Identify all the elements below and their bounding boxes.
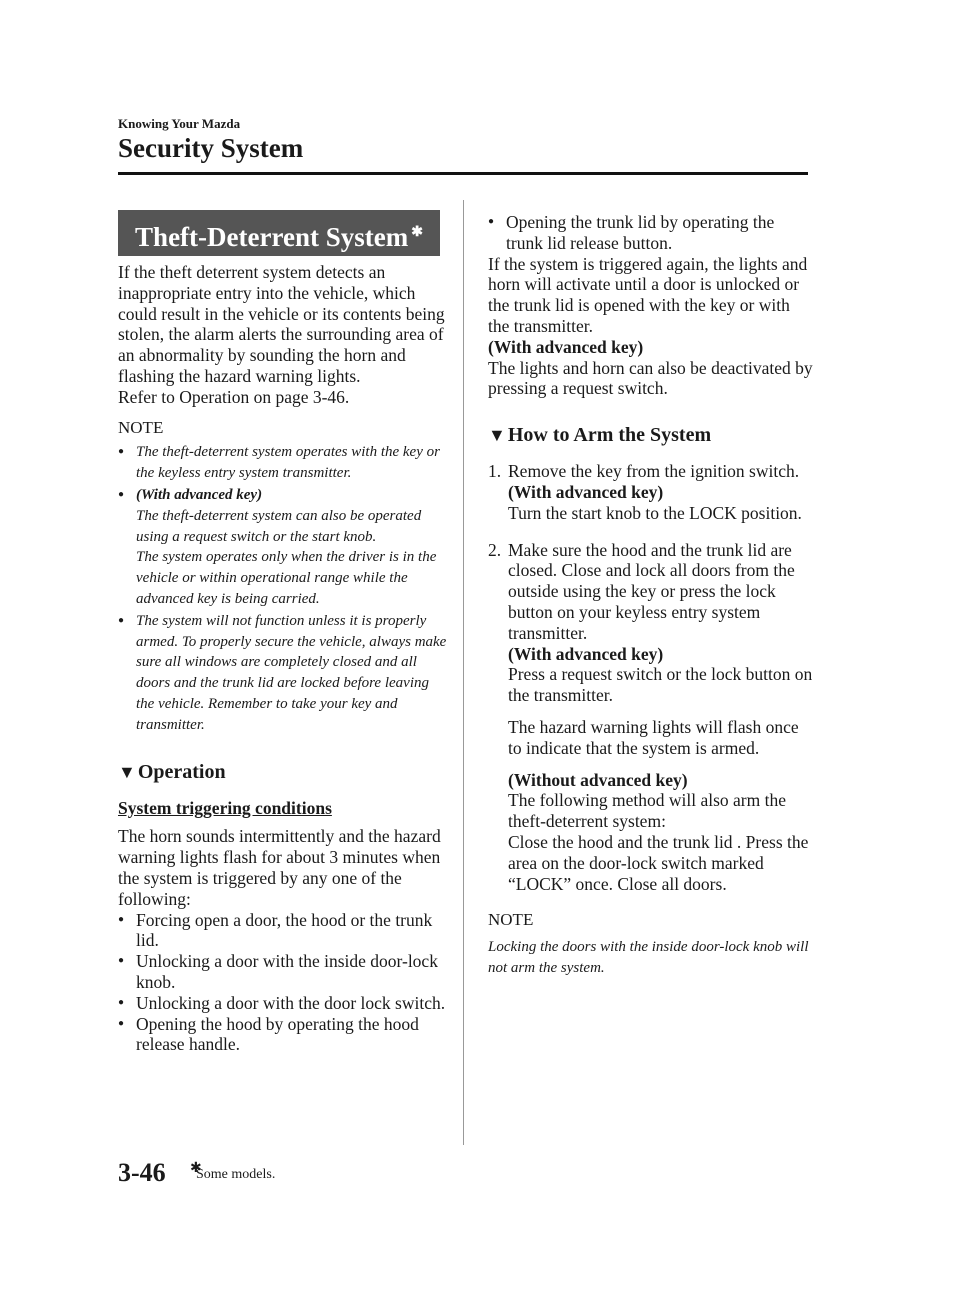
step-text: Remove the key from the ignition switch. bbox=[508, 461, 800, 482]
note-list bbox=[118, 442, 448, 735]
step-adv-head: (With advanced key) bbox=[508, 481, 664, 502]
triggering-heading: System triggering conditions bbox=[118, 797, 332, 818]
note-label: NOTE bbox=[488, 910, 534, 930]
right-column bbox=[488, 212, 813, 979]
step-noadv-text2: Close the hood and the trunk lid . Press the area on the door-lock switch marked “LOCK” once. Close all doors. bbox=[508, 831, 809, 894]
note-text: The system operates only when the driver is in the vehicle or within operational range while the advanced key is being carried. bbox=[136, 549, 437, 607]
step-noadv-head: (Without advanced key) bbox=[508, 769, 688, 790]
step-item bbox=[488, 461, 813, 523]
operation-heading bbox=[118, 758, 448, 786]
note-text: Locking the doors with the inside door-lock knob will not arm the system. bbox=[488, 939, 809, 976]
note-text: The theft-deterrent system can also be operated using a request switch or the start knob. bbox=[136, 507, 422, 545]
step-flash-text: The hazard warning lights will flash once to indicate that the system is armed. bbox=[508, 716, 799, 758]
note-head: ● (With advanced key) bbox=[136, 486, 263, 503]
note-item bbox=[118, 611, 448, 736]
intro-paragraph: If the theft deterrent system detects an inappropriate entry into the vehicle, which could result in the vehicle or its contents being stolen, the alarm alerts the surrounding area of an abnormality by sounding the horn and flashing the hazard warning lights. bbox=[118, 262, 445, 386]
step-adv-head: (With advanced key) bbox=[508, 643, 664, 664]
footer-some-models: Some models. bbox=[196, 1167, 276, 1182]
step-noadv-text: The following method will also arm the theft-deterrent system: bbox=[508, 790, 787, 832]
step-item bbox=[488, 540, 813, 895]
footer-star-icon: ✱ bbox=[190, 1161, 202, 1176]
step-text: Make sure the hood and the trunk lid are closed. Close and lock all doors from the outside using the key or press the lock button on your keyless entry system transmitter. bbox=[508, 539, 795, 643]
arm-steps bbox=[488, 461, 813, 894]
note-label: NOTE bbox=[118, 417, 164, 437]
step-adv-text: Turn the start knob to the LOCK position. bbox=[508, 502, 802, 523]
left-column bbox=[118, 262, 448, 1055]
section-title: Security System bbox=[118, 133, 304, 163]
step-number: 2. bbox=[488, 539, 502, 560]
note-item bbox=[118, 485, 448, 610]
arm-heading bbox=[488, 421, 813, 449]
retrigger-paragraph: If the system is triggered again, the lights and horn will activate until a door is unlocked or the trunk lid is opened with the key or with the transmitter. bbox=[488, 253, 808, 336]
step-adv-text: Press a request switch or the lock button on the transmitter. bbox=[508, 664, 813, 706]
header-rule bbox=[118, 172, 808, 175]
trigger-item: ● Unlocking a door with the inside door-lock knob. bbox=[118, 951, 448, 993]
note-item bbox=[118, 442, 448, 484]
some-models-marker: ✱ bbox=[411, 225, 423, 240]
note-text: The system will not function unless it is properly armed. To properly secure the vehicle, always make sure all windows are completely closed and all doors and the trunk lid are locked before leaving the vehicle. Remember to take your key and transmitter. bbox=[136, 612, 447, 733]
arm-heading-text: How to Arm the System bbox=[507, 424, 712, 447]
refer-link[interactable]: Refer to Operation on page 3-46. bbox=[118, 386, 350, 407]
step-number: 1. bbox=[488, 461, 502, 482]
trigger-item: ● Opening the hood by operating the hood release handle. bbox=[118, 1014, 448, 1056]
topic-banner bbox=[118, 210, 440, 256]
triggering-intro: The horn sounds intermittently and the hazard warning lights flash for about 3 minutes when the system is triggered by any one of the following: bbox=[118, 826, 441, 909]
trigger-item: ● Unlocking a door with the door lock switch. bbox=[118, 993, 448, 1014]
page-number: 3-46 bbox=[118, 1158, 166, 1187]
note-text: The theft-deterrent system operates with the key or the keyless entry system transmitter. bbox=[136, 444, 440, 482]
triangle-marker-icon: ▼ bbox=[118, 761, 136, 782]
advanced-key-head: (With advanced key) bbox=[488, 336, 644, 357]
column-divider bbox=[463, 200, 464, 1145]
trigger-list bbox=[118, 910, 448, 1056]
trigger-item: ● Opening the trunk lid by operating the trunk lid release button. bbox=[488, 212, 813, 254]
trigger-item: ● Forcing open a door, the hood or the trunk lid. bbox=[118, 910, 448, 952]
banner-title: Theft-Deterrent System bbox=[135, 222, 409, 252]
advanced-key-text: The lights and horn can also be deactivated by pressing a request switch. bbox=[488, 357, 813, 399]
chapter-label: Knowing Your Mazda bbox=[118, 116, 241, 131]
trigger-list-continued bbox=[488, 212, 813, 254]
triangle-marker-icon: ▼ bbox=[488, 425, 506, 446]
operation-heading-text: Operation bbox=[137, 760, 226, 783]
